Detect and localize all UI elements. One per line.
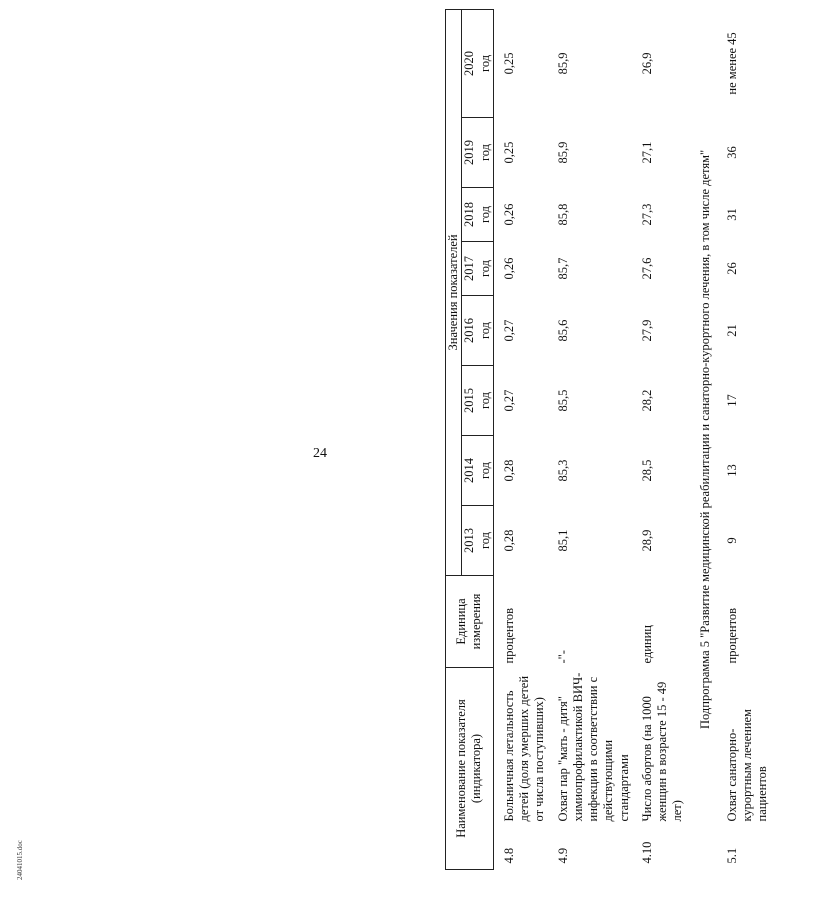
value-cell: 85,3 [555, 459, 570, 482]
document-id: 24041015.doc [16, 840, 24, 880]
row-number: 4.9 [555, 847, 570, 864]
value-cell: 28,9 [639, 529, 654, 552]
value-cell: 17 [724, 394, 739, 407]
value-cell: 9 [724, 537, 739, 544]
value-cell: не менее 45 [724, 32, 739, 95]
value-cell: 85,9 [555, 52, 570, 75]
value-cell: 27,6 [639, 257, 654, 280]
page-number: 24 [313, 446, 327, 461]
value-cell: 85,6 [555, 319, 570, 342]
value-cell: 0,28 [501, 459, 516, 482]
table-row [493, 9, 547, 869]
header-year: 2018 год [462, 188, 494, 242]
value-cell: 31 [724, 208, 739, 221]
value-cell: 13 [724, 464, 739, 477]
subprogram-row [686, 9, 717, 869]
value-cell: 26 [724, 262, 739, 275]
header-year: 2015 год [462, 366, 494, 436]
header-year: 2016 год [462, 296, 494, 366]
table-row [548, 9, 632, 869]
unit-cell: процентов [724, 607, 739, 664]
value-cell: 0,25 [501, 52, 516, 75]
subprogram-title: Подпрограмма 5 "Развитие медицинской реабилитации и санаторно-курортного лечения, в том числе детям" [697, 149, 712, 729]
value-cell: 27,9 [639, 319, 654, 342]
value-cell: 0,27 [501, 389, 516, 412]
header-year: 2017 год [462, 242, 494, 296]
table-row [632, 9, 686, 869]
row-number: 4.10 [639, 841, 654, 864]
unit-cell: -"- [555, 650, 570, 664]
value-cell: 0,26 [501, 203, 516, 226]
unit-cell: единиц [639, 624, 654, 664]
row-number: 5.1 [724, 847, 739, 864]
value-cell: 85,1 [555, 529, 570, 552]
indicator-name: Охват санаторно-курортным лечением пациентов [724, 709, 770, 822]
value-cell: 28,2 [639, 389, 654, 412]
header-year: 2020 год [462, 9, 494, 117]
header-values-group: Значения показателей [446, 9, 462, 575]
header-year: 2019 год [462, 118, 494, 188]
value-cell: 85,8 [555, 203, 570, 226]
value-cell: 28,5 [639, 459, 654, 482]
row-number: 4.8 [501, 847, 516, 864]
header-unit: Единица измерения [446, 576, 494, 668]
indicator-name: Больничная летальность детей (доля умерших детей от числа поступивших) [501, 675, 547, 822]
header-year: 2014 год [462, 436, 494, 506]
value-cell: 85,5 [555, 389, 570, 412]
table-row [717, 9, 771, 869]
value-cell: 36 [724, 146, 739, 159]
value-cell: 26,9 [639, 52, 654, 75]
value-cell: 85,7 [555, 257, 570, 280]
value-cell: 0,28 [501, 529, 516, 552]
header-year: 2013 год [462, 506, 494, 576]
value-cell: 0,25 [501, 141, 516, 164]
value-cell: 27,1 [639, 141, 654, 164]
value-cell: 0,27 [501, 319, 516, 342]
unit-cell: процентов [501, 607, 516, 664]
value-cell: 0,26 [501, 257, 516, 280]
value-cell: 27,3 [639, 203, 654, 226]
value-cell: 85,9 [555, 141, 570, 164]
indicator-name: Число абортов (на 1000 женщин в возрасте 15 - 49 лет) [639, 681, 685, 822]
value-cell: 21 [724, 324, 739, 337]
rotated-table-container [445, 10, 840, 870]
header-indicator-name: Наименование показателя (индикатора) [446, 668, 494, 870]
indicator-name: Охват пар "мать - дитя" химиопрофилактикой ВИЧ-инфекции в соответствии с действующими стандартами [555, 672, 631, 822]
indicators-table [445, 9, 771, 870]
